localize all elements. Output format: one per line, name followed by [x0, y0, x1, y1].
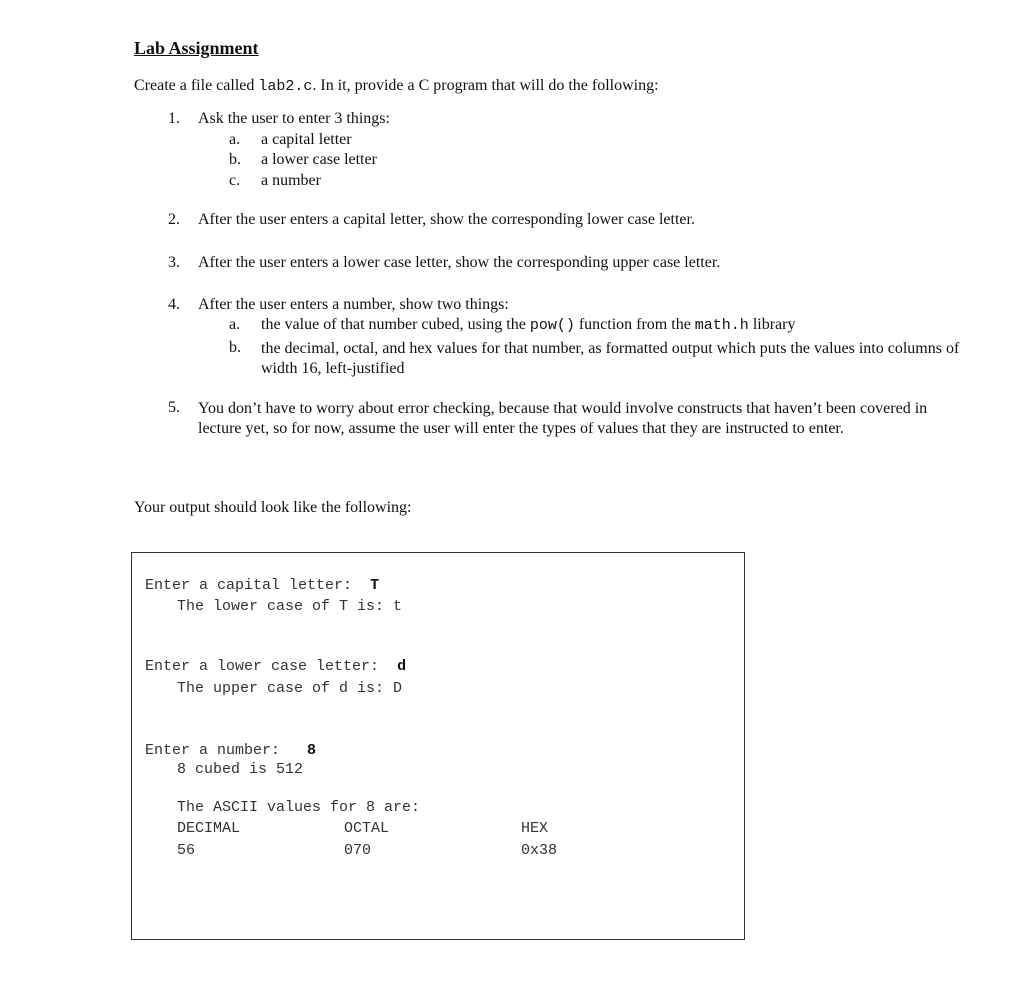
sub-text: a capital letter [261, 131, 352, 148]
item-number: 2. [168, 211, 180, 228]
prompt-lower: Enter a lower case letter: [145, 658, 380, 675]
code-math-h: math.h [694, 317, 749, 334]
column-header-octal: OCTAL [344, 820, 390, 837]
output-intro: Your output should look like the following: [134, 499, 412, 516]
item-text: After the user enters a capital letter, show the corresponding lower case letter. [198, 211, 695, 228]
result-upper-case: The upper case of d is: D [177, 680, 403, 697]
sub-label: b. [229, 339, 241, 356]
sub-label: b. [229, 151, 241, 168]
sub-label: a. [229, 316, 241, 333]
input-number: 8 [307, 742, 317, 759]
sub-text: a lower case letter [261, 151, 377, 168]
item-text: You don’t have to worry about error checking, because that would involve constructs that haven’t been covered in lecture yet, so for now, assume the user will enter the types of values that they are instructed to enter. [198, 400, 928, 437]
item-text: Ask the user to enter 3 things: [198, 110, 390, 127]
sub-text-post: library [752, 316, 796, 333]
ascii-heading: The ASCII values for 8 are: [177, 799, 421, 816]
intro-before: Create a file called [134, 77, 255, 94]
prompt-capital: Enter a capital letter: [145, 577, 353, 594]
sub-text: the decimal, octal, and hex values for that number, as formatted output which puts the values into columns of width 16, left-justified [261, 340, 960, 377]
value-octal: 070 [344, 842, 372, 859]
sub-label: a. [229, 131, 241, 148]
item-text: After the user enters a number, show two things: [198, 296, 509, 313]
terminal-line [145, 742, 316, 759]
input-lower: d [397, 658, 407, 675]
intro-filename: lab2.c [258, 78, 313, 95]
intro-after: . In it, provide a C program that will do the following: [312, 77, 659, 94]
prompt-number: Enter a number: [145, 742, 281, 759]
value-hex: 0x38 [521, 842, 558, 859]
code-pow: pow() [529, 317, 575, 334]
sample-output-box [131, 552, 745, 940]
sub-text: a number [261, 172, 321, 189]
item-number: 3. [168, 254, 180, 271]
document-title: Lab Assignment [134, 38, 259, 58]
sub-text-mid: function from the [578, 316, 691, 333]
item-text: After the user enters a lower case letter, show the corresponding upper case letter. [198, 254, 721, 271]
sub-text-pre: the value of that number cubed, using the [261, 316, 526, 333]
sub-label: c. [229, 172, 241, 189]
item-number: 1. [168, 110, 180, 127]
item-number: 5. [168, 399, 180, 416]
value-decimal: 56 [177, 842, 196, 859]
terminal-line [145, 658, 406, 675]
item-number: 4. [168, 296, 180, 313]
sub-text [261, 316, 795, 334]
terminal-line [145, 577, 379, 594]
column-header-hex: HEX [521, 820, 549, 837]
intro-paragraph [134, 77, 659, 95]
input-capital: T [370, 577, 380, 594]
result-cubed: 8 cubed is 512 [177, 761, 304, 778]
result-lower-case: The lower case of T is: t [177, 598, 403, 615]
column-header-decimal: DECIMAL [177, 820, 241, 837]
